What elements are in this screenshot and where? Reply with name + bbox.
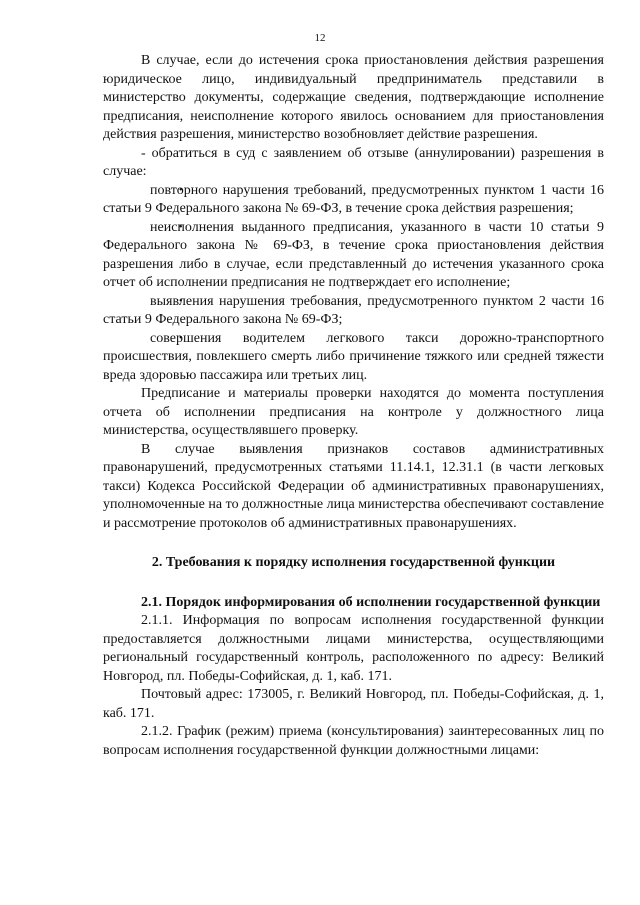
paragraph-information-address: 2.1.1. Информация по вопросам исполнения государственной функции предоставляется должностными лицами министерства, осуществляющими региональный государственный контроль, расположенного по адресу: Великий Новгород, пл. Победы-Софийская, д. 1, каб. 171. <box>103 613 604 684</box>
bullet-text: выявления нарушения требования, предусмотренного пунктом 2 части 16 статьи 9 Федерального закона № 69-ФЗ; <box>103 293 604 327</box>
paragraph-reception-schedule: 2.1.2. График (режим) приема (консультирования) заинтересованных лиц по вопросам исполнения государственной функции должностными лицами: <box>103 724 604 758</box>
bullet-text: неисполнения выданного предписания, указанного в части 10 статьи 9 Федерального закона № 69-ФЗ, в течение срока приостановления действия разрешения либо в случае, если представленный до истечения указанного срока отчет об исполнении предписания не подтверждает его исполнение; <box>103 219 604 290</box>
page-content <box>103 52 604 760</box>
paragraph-administrative-offenses: В случае выявления признаков составов административных правонарушений, предусмотренных статьями 11.14.1, 12.31.1 (в части легковых такси) Кодекса Российской Федерации об административных правонарушениях, уполномоченные на то должностные лица министерства обеспечивают составление и рассмотрение протоколов об административных правонарушениях. <box>103 441 604 531</box>
paragraph-postal-address: Почтовый адрес: 173005, г. Великий Новгород, пл. Победы-Софийская, д. 1, каб. 171. <box>103 687 604 721</box>
paragraph-resumption: В случае, если до истечения срока приостановления действия разрешения юридическое лицо, индивидуальный предприниматель представили в министерство документы, содержащие сведения, подтверждающие исполнение предписания, неисполнение которого явилось основанием для приостановления действия разрешения, министерство возобновляет действие разрешения. <box>103 53 604 142</box>
paragraph-prescription-control: Предписание и материалы проверки находятся до момента поступления отчета об исполнении предписания на контроле у должностного лица министерства, осуществлявшего проверку. <box>103 386 604 438</box>
bullet-item-requirement-violation <box>103 293 604 330</box>
bullet-item-traffic-accident <box>103 330 604 386</box>
bullet-item-nonfulfillment <box>103 219 604 293</box>
bullet-text: совершения водителем легкового такси дорожно-транспортного происшествия, повлекшего смерть либо причинение тяжкого или средней тяжести вреда здоровью пассажира или третьих лиц. <box>103 330 604 383</box>
page-number: 12 <box>314 32 326 44</box>
subsection-heading: 2.1. Порядок информирования об исполнении государственной функции <box>141 594 601 610</box>
bullet-item-repeated-violation <box>103 182 604 219</box>
paragraph-court-appeal: - обратиться в суд с заявлением об отзыве (аннулировании) разрешения в случае: <box>103 145 604 179</box>
bullet-text: повторного нарушения требований, предусмотренных пунктом 1 части 16 статьи 9 Федерального закона № 69-ФЗ, в течение срока действия разрешения; <box>103 182 604 216</box>
section-heading: 2. Требования к порядку исполнения государственной функции <box>151 555 556 570</box>
